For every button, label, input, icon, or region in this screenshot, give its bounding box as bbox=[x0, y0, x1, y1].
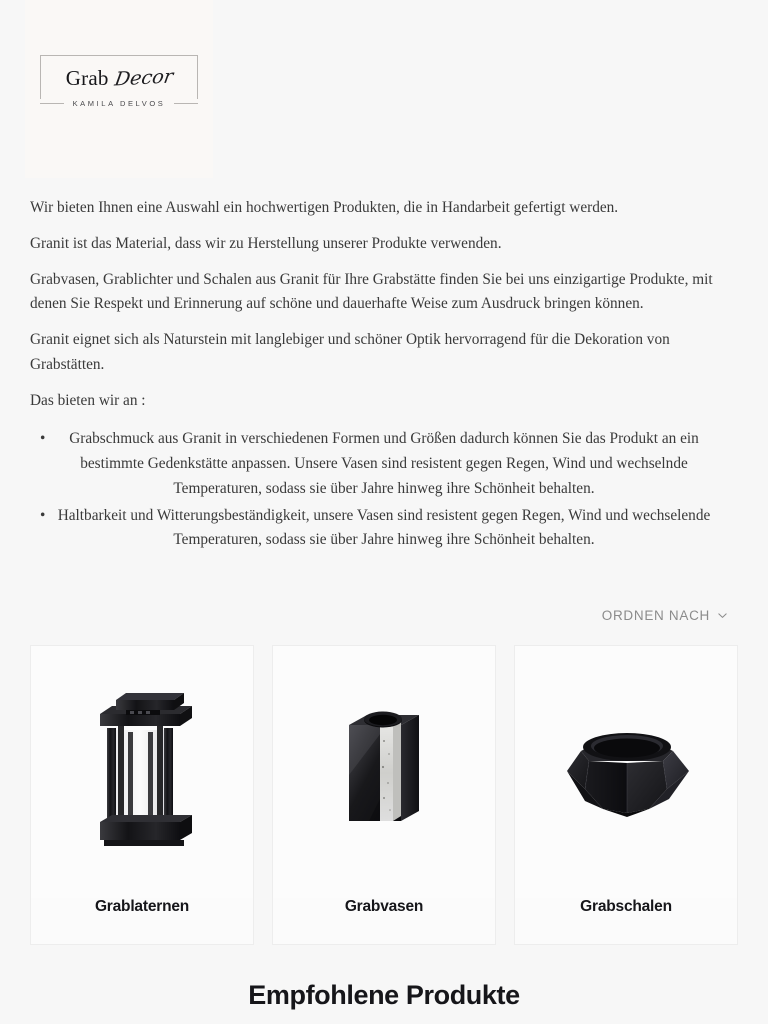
intro-paragraph-1: Wir bieten Ihnen eine Auswahl ein hochwertigen Produkten, die in Handarbeit gefertigt werden. bbox=[30, 199, 619, 216]
sort-by-label: ORDNEN NACH bbox=[601, 608, 710, 623]
logo-subtitle: KAMILA DELVOS bbox=[72, 99, 166, 108]
logo-word-primary: Grab bbox=[65, 65, 109, 90]
featured-products-heading: Empfohlene Produkte bbox=[248, 980, 520, 1010]
chevron-down-icon bbox=[717, 610, 728, 621]
list-item-text: Grabschmuck aus Granit in verschiedenen Formen und Größen dadurch können Sie das Produkt an ein bestimmte Gedenkstätte anpassen. Unsere Vasen sind resistent gegen Regen, Wind und wechselnde Temperaturen, sodass sie über Jahre hinweg ihre Schönheit behalten. bbox=[69, 430, 699, 497]
offer-list bbox=[30, 427, 720, 553]
category-card-grabschalen[interactable] bbox=[514, 645, 738, 945]
logo-word-script: Decor bbox=[112, 65, 175, 90]
granite-grave-bowl-icon bbox=[551, 717, 701, 827]
list-item bbox=[30, 504, 720, 554]
card-title-grabschalen: Grabschalen bbox=[580, 898, 672, 915]
logo-rule-left bbox=[40, 103, 64, 104]
logo-subtitle-row bbox=[40, 99, 198, 108]
granite-grave-lantern-icon bbox=[82, 682, 202, 862]
card-image-grabschalen bbox=[515, 646, 737, 898]
logo-wordmark bbox=[40, 58, 198, 98]
card-image-grabvasen bbox=[273, 646, 495, 898]
granite-grave-vase-icon bbox=[329, 697, 439, 847]
card-title-grablaternen: Grablaternen bbox=[94, 898, 190, 915]
category-card-grablaternen[interactable] bbox=[30, 645, 254, 945]
site-logo[interactable] bbox=[25, 0, 213, 178]
bullet-glyph: • bbox=[40, 430, 46, 448]
card-image-grablaternen bbox=[31, 646, 253, 898]
bullet-glyph: • bbox=[40, 506, 46, 524]
intro-paragraph-4: Granit eignet sich als Naturstein mit langlebiger und schöner Optik hervorragend für die Dekoration von Grabstätten. bbox=[30, 331, 670, 373]
sort-row bbox=[0, 608, 768, 623]
sort-by-dropdown[interactable] bbox=[602, 608, 728, 623]
intro-paragraph-3: Grabvasen, Grablichter und Schalen aus Granit für Ihre Grabstätte finden Sie bei uns einzigartige Produkte, mit denen Sie Respekt und Erinnerung auf schöne und dauerhafte Weise zum Ausdruck bringen können. bbox=[30, 270, 713, 313]
list-item bbox=[30, 427, 720, 501]
category-card-grid bbox=[30, 645, 738, 945]
logo-frame bbox=[40, 55, 198, 117]
category-card-grabvasen[interactable] bbox=[272, 645, 496, 945]
list-item-text: Haltbarkeit und Witterungsbeständigkeit, unsere Vasen sind resistent gegen Regen, Wind und wechselende Temperaturen, sodass sie über Jahre hinweg ihre Schönheit behalten. bbox=[57, 506, 711, 549]
intro-copy bbox=[30, 196, 720, 555]
card-title-grabvasen: Grabvasen bbox=[344, 898, 424, 915]
intro-paragraph-5: Das bieten wir an : bbox=[30, 391, 146, 409]
logo-rule-right bbox=[174, 103, 198, 104]
intro-paragraph-2: Granit ist das Material, dass wir zu Herstellung unserer Produkte verwenden. bbox=[30, 234, 502, 252]
